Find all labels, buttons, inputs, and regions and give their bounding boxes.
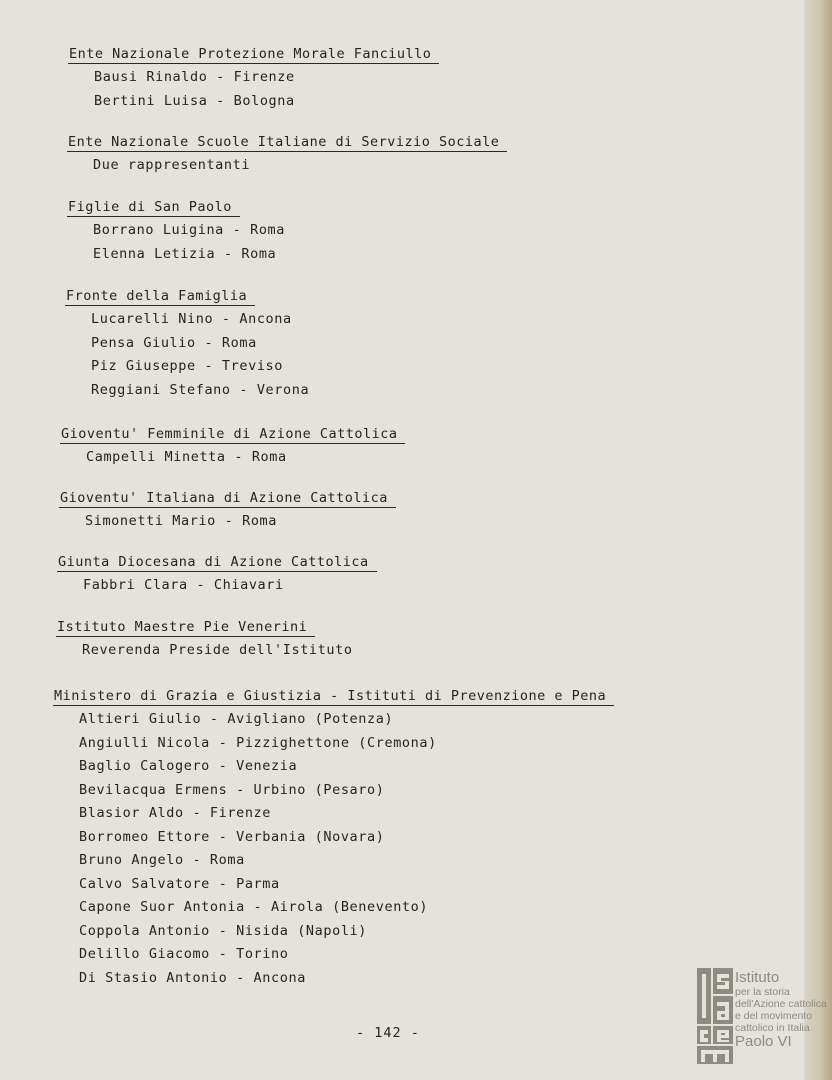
list-item: Blasior Aldo - Firenze [79,805,272,821]
list-item: Pensa Giulio - Roma [91,334,257,351]
isacem-logo-text [735,970,827,1050]
list-item: Angiulli Nicola - Pizzighettone (Cremona) [79,734,437,751]
list-item: Calvo Salvatore - Parma [79,875,280,892]
list-item: Bruno Angelo - Roma [79,852,245,868]
list-item: Delillo Giacomo - Torino [79,946,289,962]
list-item: Reverenda Preside dell'Istituto [82,642,353,658]
list-item: Baglio Calogero - Venezia [79,758,298,774]
list-item: Bevilacqua Ermens - Urbino (Pesaro) [79,781,385,798]
isacem-logo [697,968,827,1070]
list-item: Coppola Antonio - Nisida (Napoli) [79,922,368,939]
list-item: Reggiani Stefano - Verona [91,381,310,398]
list-item: Fabbri Clara - Chiavari [83,577,284,593]
list-item: Capone Suor Antonia - Airola (Benevento) [79,899,429,915]
list-item: Borromeo Ettore - Verbania (Novara) [79,828,385,845]
list-item: Piz Giuseppe - Treviso [91,358,284,374]
list-item: Altieri Giulio - Avigliano (Potenza) [79,711,394,727]
list-item: Elenna Letizia - Roma [93,245,277,262]
section-heading: Giunta Diocesana di Azione Cattolica [57,554,377,572]
section-heading: Gioventu' Italiana di Azione Cattolica [59,490,396,508]
section-ente-protezione-morale [68,43,439,113]
section-heading: Istituto Maestre Pie Venerini [56,619,315,637]
section-gioventu-italiana [59,487,396,534]
section-istituto-maestre-pie [56,616,353,663]
list-item: Due rappresentanti [93,157,251,173]
logo-line: Istituto [735,969,780,986]
logo-line: dell'Azione cattolica [735,998,827,1010]
section-ministero-grazia-giustizia [53,685,614,990]
section-heading: Ministero di Grazia e Giustizia - Istituti di Prevenzione e Pena [53,688,614,706]
list-item: Di Stasio Antonio - Ancona [79,969,306,986]
section-heading: Fronte della Famiglia [65,288,255,306]
section-heading: Ente Nazionale Protezione Morale Fanciullo [68,46,439,64]
section-heading: Gioventu' Femminile di Azione Cattolica [60,426,405,444]
logo-line: Paolo VI [735,1033,792,1050]
list-item: Borrano Luigina - Roma [93,222,286,238]
list-item: Campelli Minetta - Roma [86,449,287,465]
section-figlie-san-paolo [67,196,285,266]
list-item: Lucarelli Nino - Ancona [91,311,292,327]
logo-line: e del movimento [735,1010,813,1022]
list-item: Bausi Rinaldo - Firenze [94,69,295,85]
isacem-letters-mark [697,968,735,1064]
section-ente-scuole-servizio-sociale [67,131,507,178]
section-heading: Ente Nazionale Scuole Italiane di Servizio Sociale [67,134,507,152]
page-number: - 142 - [356,1025,420,1041]
list-item: Bertini Luisa - Bologna [94,92,295,109]
logo-line: per la storia [735,986,790,998]
section-heading: Figlie di San Paolo [67,199,240,217]
section-gioventu-femminile [60,423,405,470]
section-fronte-famiglia [65,285,309,402]
logo-line: cattolico in Italia [735,1022,810,1034]
list-item: Simonetti Mario - Roma [85,513,278,529]
page-edge [804,0,832,1080]
section-giunta-diocesana [57,551,377,598]
